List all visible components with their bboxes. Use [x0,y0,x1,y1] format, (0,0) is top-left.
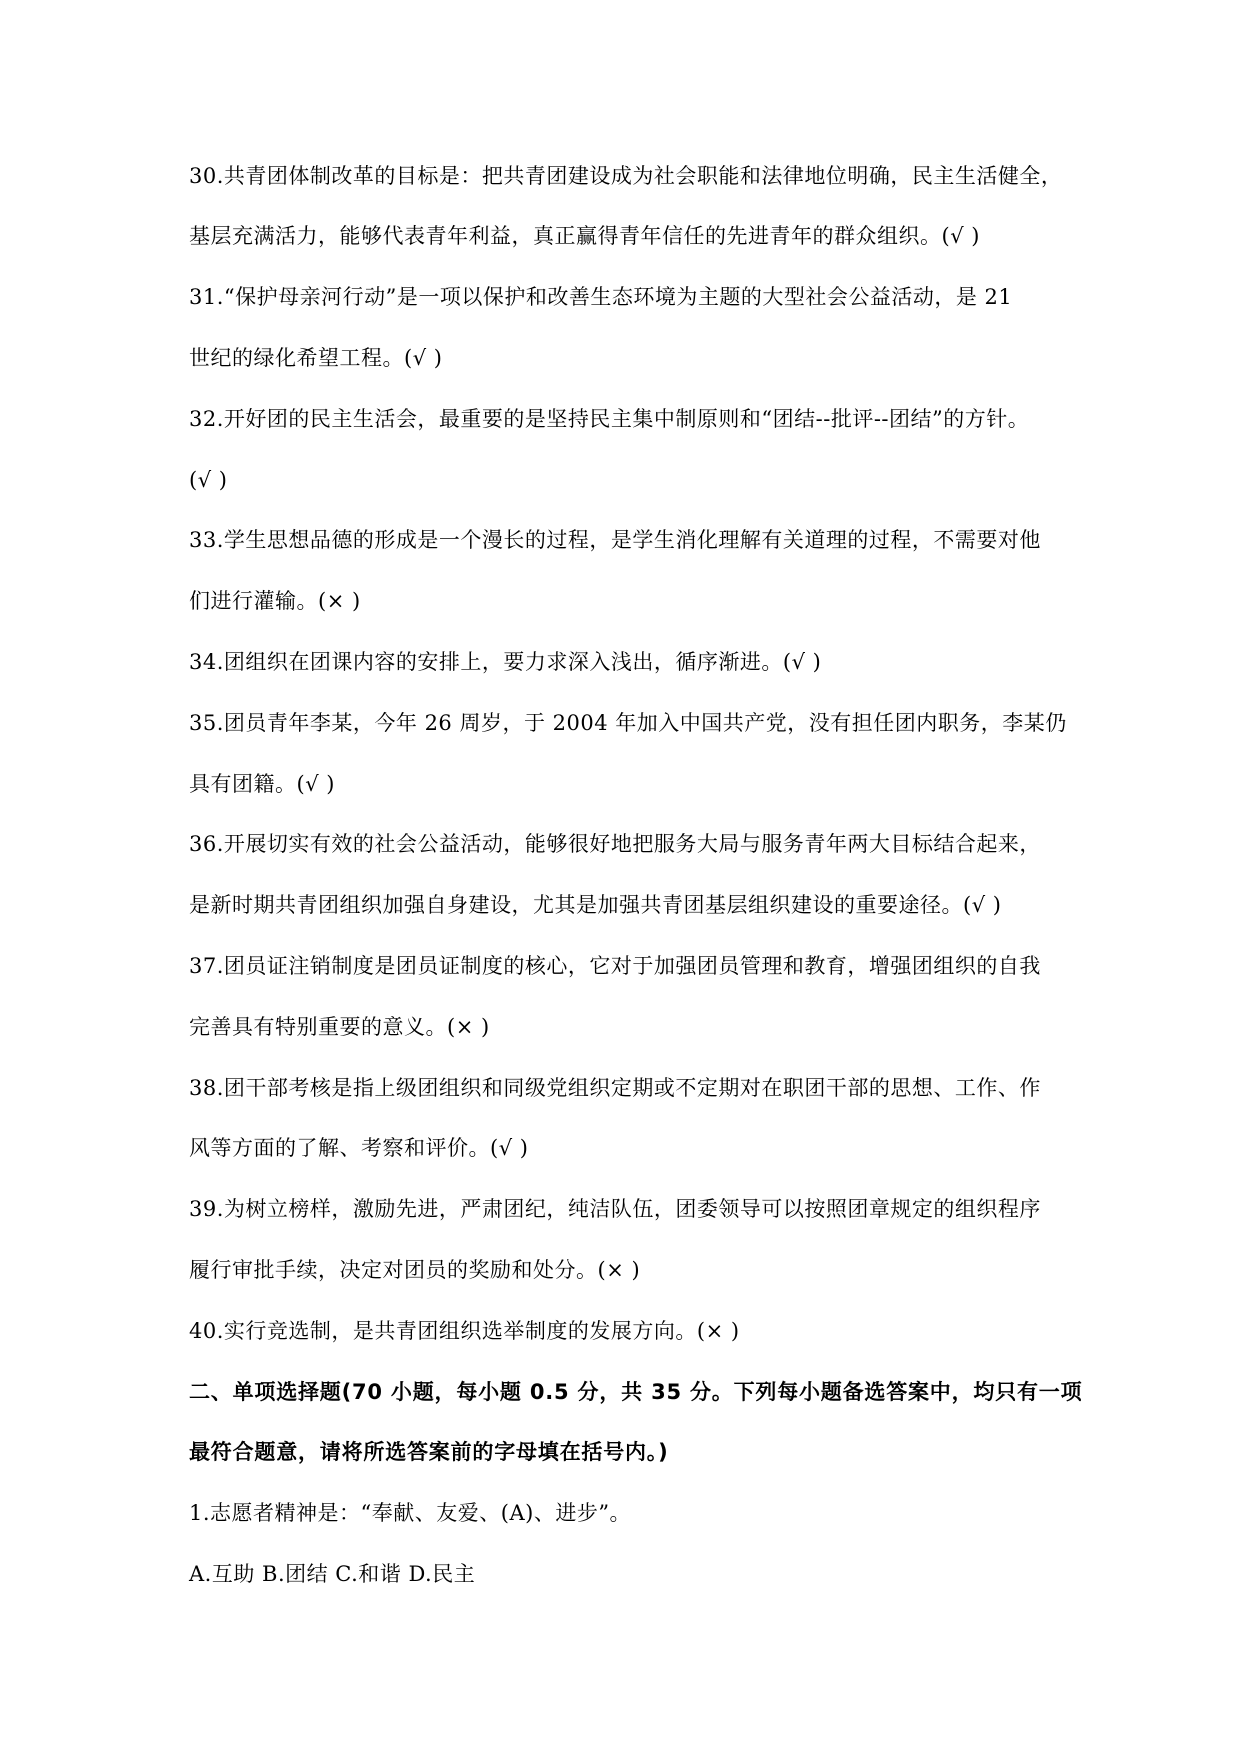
question-31-line-2: 世纪的绿化希望工程。(√ ) [189,346,443,370]
section-heading-line-2: 最符合题意，请将所选答案前的字母填在括号内。) [189,1440,669,1464]
question-35-line-2: 具有团籍。(√ ) [189,772,335,796]
question-39-line-2: 履行审批手续，决定对团员的奖励和处分。(× ) [189,1258,641,1282]
question-33-line-2: 们进行灌输。(× ) [189,589,361,613]
question-36-line-1: 36.开展切实有效的社会公益活动，能够很好地把服务大局与服务青年两大目标结合起来， [189,832,1041,856]
question-32-line-1: 32.开好团的民主生活会，最重要的是坚持民主集中制原则和“团结--批评--团结”的方针。 [189,407,1030,431]
question-31-line-1: 31.“保护母亲河行动”是一项以保护和改善生态环境为主题的大型社会公益活动，是 21 [189,285,1013,309]
question-37-line-1: 37.团员证注销制度是团员证制度的核心，它对于加强团员管理和教育，增强团组织的自我 [189,954,1041,978]
question-30-line-1: 30.共青团体制改革的目标是：把共青团建设成为社会职能和法律地位明确，民主生活健全， [189,164,1063,188]
question-36-line-2: 是新时期共青团组织加强自身建设，尤其是加强共青团基层组织建设的重要途径。(√ ) [189,893,1002,917]
question-37-line-2: 完善具有特别重要的意义。(× ) [189,1015,490,1039]
question-34-line-1: 34.团组织在团课内容的安排上，要力求深入浅出，循序渐进。(√ ) [189,650,822,674]
choice-question-1: 1.志愿者精神是：“奉献、友爱、(A)、进步”。 [189,1501,632,1525]
question-38-line-1: 38.团干部考核是指上级团组织和同级党组织定期或不定期对在职团干部的思想、工作、作 [189,1076,1041,1100]
question-38-line-2: 风等方面的了解、考察和评价。(√ ) [189,1136,529,1160]
question-32-line-2: (√ ) [189,468,228,492]
question-40-line-1: 40.实行竞选制，是共青团组织选举制度的发展方向。(× ) [189,1319,740,1343]
question-35-line-1: 35.团员青年李某，今年 26 周岁，于 2004 年加入中国共产党，没有担任团内职务，李某仍 [189,711,1067,735]
section-heading-line-1: 二、单项选择题(70 小题，每小题 0.5 分，共 35 分。下列每小题备选答案中，均只有一项 [189,1380,1083,1404]
question-30-line-2: 基层充满活力，能够代表青年利益，真正赢得青年信任的先进青年的群众组织。(√ ) [189,224,980,248]
choice-question-1-options: A.互助 B.团结 C.和谐 D.民主 [189,1562,476,1586]
question-39-line-1: 39.为树立榜样，激励先进，严肃团纪，纯洁队伍，团委领导可以按照团章规定的组织程序 [189,1197,1041,1221]
question-33-line-1: 33.学生思想品德的形成是一个漫长的过程，是学生消化理解有关道理的过程，不需要对他 [189,528,1041,552]
